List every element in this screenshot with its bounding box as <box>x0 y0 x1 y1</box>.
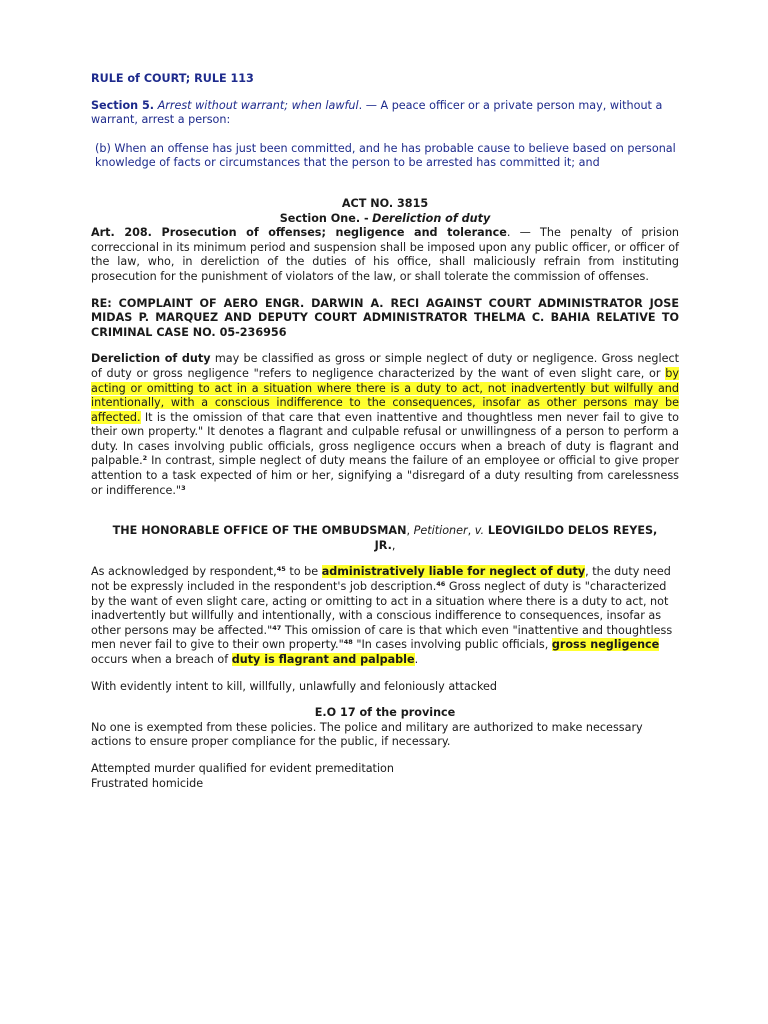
case-versus: v. <box>474 524 485 538</box>
footnote-3: 3 <box>181 483 186 492</box>
case-sep-3: , <box>391 538 396 552</box>
section-body: . — A peace officer or a private person may, without a warrant, arrest a person: <box>91 98 663 127</box>
article-label: Art. 208. Prosecution of offenses; negligence and tolerance <box>91 226 507 240</box>
case-petitioner-label: Petitioner <box>413 524 468 538</box>
omb-highlight-2: gross negligence <box>551 638 660 652</box>
omb-highlight-3: duty is flagrant and palpable <box>231 653 415 666</box>
dereliction-term: Dereliction of duty <box>91 352 211 366</box>
intent-line: With evidently intent to kill, willfully, unlawfully and feloniously attacked <box>91 679 498 693</box>
ombudsman-paragraph <box>91 565 679 667</box>
section-5-paragraph <box>91 99 679 128</box>
omb-text-1: As acknowledged by respondent, <box>91 565 277 579</box>
footnote-46: 46 <box>436 580 446 589</box>
attempted-murder-line: Attempted murder qualified for evident premeditation <box>91 761 394 775</box>
article-208 <box>91 226 679 284</box>
eo-title: E.O 17 of the province <box>314 706 456 720</box>
eo-body: No one is exempted from these policies. The police and military are authorized to make necessary actions to ensure proper compliance for the public, if necessary. <box>91 720 643 749</box>
case-respondent-name: LEOVIGILDO DELOS REYES, JR. <box>374 524 658 552</box>
case-sep-2: , <box>467 524 475 538</box>
dereliction-highlight: by acting or omitting to act in a situation where there is a duty to act, not inadvertently but wilfully and intentionally, with a conscious indifference to the consequences, insofar as other persons may be affected. <box>91 366 679 424</box>
footnote-2: 2 <box>142 454 148 463</box>
omb-text-7: occurs when a breach of <box>91 653 232 666</box>
subsection-b: (b) When an offense has just been committed, and he has probable cause to believe based on personal knowledge of facts or circumstances that the person to be arrested has committed it; and <box>95 141 676 170</box>
omb-text-3: , the duty need not be expressly included in the respondent's job description. <box>91 565 671 594</box>
frustrated-homicide-line: Frustrated homicide <box>91 776 204 790</box>
footnote-45: 45 <box>276 565 286 574</box>
ombudsman-case-title <box>91 524 679 553</box>
dereliction-paragraph <box>91 352 679 498</box>
re-complaint-heading: RE: COMPLAINT OF AERO ENGR. DARWIN A. RECI AGAINST COURT ADMINISTRATOR JOSE MIDAS P. MARQUEZ AND DEPUTY COURT ADMINISTRATOR THELMA C. BAHIA RELATIVE TO CRIMINAL CASE NO. 05-236956 <box>91 296 679 339</box>
footnote-48: 48 <box>343 638 353 647</box>
section-label: Section 5. <box>91 98 155 112</box>
act-title: ACT NO. 3815 <box>341 196 429 210</box>
omb-text-5: This omission of care is that which even "inattentive and thoughtless men never fail to give to their own property." <box>91 623 673 652</box>
omb-text-6: "In cases involving public officials, <box>352 638 552 652</box>
act-section-title: Dereliction of duty <box>372 211 491 225</box>
omb-highlight-1: administratively liable for neglect of duty <box>321 565 586 579</box>
document-page <box>91 66 679 791</box>
dereliction-text-1: may be classified as gross or simple neglect of duty or negligence. Gross neglect of duty or gross negligence "refers to negligence characterized by the want of even slight care, or <box>91 352 679 380</box>
dereliction-text-2: It is the omission of that care that even inattentive and thoughtless men never fail to give to their own property." It denotes a flagrant and culpable refusal or unwillingness of a person to perform a duty. In cases involving public officials, gross negligence occurs when a breach of duty is flagrant and palpable. <box>91 410 679 468</box>
case-petitioner-name: THE HONORABLE OFFICE OF THE OMBUDSMAN <box>112 524 407 538</box>
act-section-line <box>91 212 679 227</box>
article-body: . — The penalty of prision correccional in its minimum period and suspension shall be imposed upon any public officer, or officer of the law, who, in dereliction of the duties of his office, shall maliciously refrain from instituting prosecution for the punishment of violators of the law, or shall tolerate the commission of offenses. <box>91 226 680 283</box>
omb-text-2: to be <box>285 565 322 579</box>
dereliction-text-3: In contrast, simple neglect of duty means the failure of an employee or official to give proper attention to a task expected of him or her, signifying a "disregard of a duty resulting from carelessness or indifference." <box>91 454 679 497</box>
rule-title: RULE of COURT; RULE 113 <box>91 72 254 85</box>
section-title: Arrest without warrant; when lawful <box>157 98 359 112</box>
act-section-prefix: Section One. - <box>279 211 369 225</box>
footnote-47: 47 <box>272 623 282 632</box>
case-sep-1: , <box>406 524 414 538</box>
omb-text-8: . <box>414 653 419 666</box>
omb-text-4: Gross neglect of duty is "characterized by the want of even slight care, acting or omitting to act in a situation where there is a duty to act, not inadvertently but willfully and intentionally, with a conscious indifference to consequences, insofar as other persons may be affected." <box>91 580 669 637</box>
